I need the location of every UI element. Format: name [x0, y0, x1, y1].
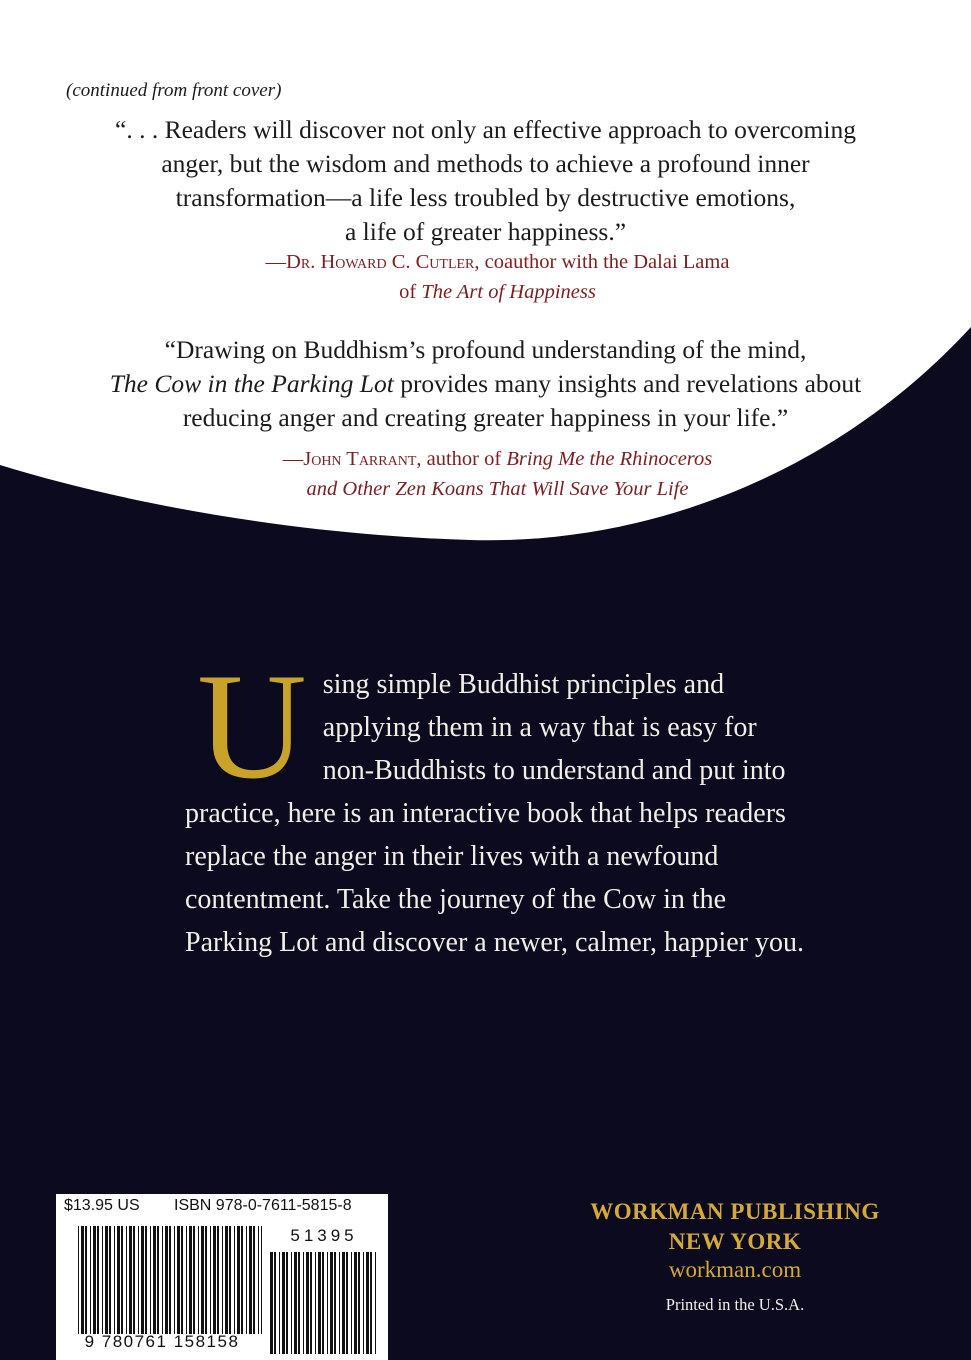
- barcode-bar: [363, 1252, 364, 1354]
- author-name: John Tarrant: [303, 448, 417, 470]
- barcode-bar: [241, 1226, 243, 1334]
- barcode-bar: [258, 1226, 259, 1334]
- barcode-bar: [138, 1226, 139, 1334]
- quote-line: transformation—a life less troubled by destructive emotions,: [175, 183, 796, 212]
- author-name: Dr. Howard C. Cutler: [286, 251, 475, 273]
- publisher-name: WORKMAN PUBLISHING: [590, 1199, 880, 1224]
- barcode-bar: [354, 1252, 357, 1354]
- printed-note: Printed in the U.S.A.: [665, 1295, 805, 1314]
- barcode-bar: [102, 1226, 103, 1334]
- barcode-bar: [282, 1252, 285, 1354]
- book-title: Bring Me the Rhinoceros: [506, 448, 713, 470]
- barcode-bar: [291, 1252, 292, 1354]
- barcode-bar: [303, 1252, 304, 1354]
- barcode-bar: [270, 1252, 273, 1354]
- barcode-bar: [85, 1226, 87, 1334]
- barcode-bar: [90, 1226, 91, 1334]
- quote-line: anger, but the wisdom and methods to achieve a profound inner: [161, 149, 810, 178]
- quote-line: The Cow in the Parking Lot provides many insights and revelations about: [109, 369, 862, 398]
- barcode-bar: [213, 1226, 216, 1334]
- quote-line: “. . . Readers will discover not only an effective approach to overcoming: [115, 115, 856, 144]
- continued-note: (continued from front cover): [66, 80, 282, 101]
- barcode-bar: [342, 1252, 345, 1354]
- barcode-bar: [121, 1226, 123, 1334]
- barcode-bar: [286, 1252, 288, 1354]
- barcode-bar: [253, 1226, 255, 1334]
- barcode-bar: [198, 1226, 199, 1334]
- barcode-bar: [274, 1252, 276, 1354]
- book-description: [185, 642, 805, 964]
- barcode-bar: [153, 1226, 156, 1334]
- barcode-bar: [346, 1252, 348, 1354]
- barcode-addon-digits: 51395: [290, 1226, 358, 1245]
- barcode-bar: [126, 1226, 127, 1334]
- barcode-bar: [165, 1226, 168, 1334]
- barcode-bar: [141, 1226, 144, 1334]
- barcode-bar: [315, 1252, 316, 1354]
- barcode-bar: [205, 1226, 207, 1334]
- barcode-bar: [78, 1226, 79, 1334]
- barcode-bar: [189, 1226, 192, 1334]
- barcode-bar: [81, 1226, 84, 1334]
- barcode-bar: [327, 1252, 328, 1354]
- barcode-bar: [334, 1252, 336, 1354]
- barcode-bar: [157, 1226, 159, 1334]
- barcode-bar: [114, 1226, 115, 1334]
- barcode-bar: [109, 1226, 111, 1334]
- barcode-bar: [105, 1226, 108, 1334]
- barcode-bar: [117, 1226, 120, 1334]
- price-label: $13.95 US: [64, 1197, 140, 1214]
- barcode-bar: [294, 1252, 297, 1354]
- publisher-city: NEW YORK: [668, 1229, 802, 1254]
- barcode-bar: [330, 1252, 333, 1354]
- quote-tarrant: [0, 333, 971, 435]
- barcode-bar: [318, 1252, 321, 1354]
- quote-line: a life of greater happiness.”: [344, 217, 627, 246]
- barcode-bar: [93, 1226, 96, 1334]
- barcode-bar: [181, 1226, 183, 1334]
- book-title: The Cow in the Parking Lot: [109, 369, 394, 398]
- quote-line: reducing anger and creating greater happiness in your life.”: [182, 403, 789, 432]
- barcode-bar: [366, 1252, 369, 1354]
- isbn-label: ISBN 978-0-7611-5815-8: [174, 1197, 352, 1214]
- barcode-bar: [97, 1226, 99, 1334]
- barcode-bar: [339, 1252, 340, 1354]
- publisher-url: workman.com: [668, 1257, 802, 1282]
- attribution-cutler: —Dr. Howard C. Cutler, coauthor with the Dalai Lama of The Art of Happiness: [265, 251, 730, 303]
- barcode-bar: [358, 1252, 360, 1354]
- barcode-bar: [375, 1252, 376, 1354]
- barcode-bar: [279, 1252, 280, 1354]
- barcode-bar: [129, 1226, 132, 1334]
- barcode-bar: [210, 1226, 211, 1334]
- barcode-panel: [56, 1194, 388, 1360]
- barcode-bar: [222, 1226, 223, 1334]
- barcode-bar: [237, 1226, 240, 1334]
- barcode-bar: [229, 1226, 231, 1334]
- barcode-bar: [162, 1226, 163, 1334]
- attribution-tarrant: —John Tarrant, author of Bring Me the Rhinoceros and Other Zen Koans That Will Save Your Life: [0, 444, 971, 504]
- barcode-bar: [201, 1226, 204, 1334]
- barcode-bar: [261, 1226, 262, 1334]
- barcode-bar: [150, 1226, 151, 1334]
- barcode-bar: [310, 1252, 312, 1354]
- barcode-bar: [193, 1226, 195, 1334]
- barcode-bar: [298, 1252, 300, 1354]
- description-text: sing simple Buddhist principles and applying them in a way that is easy for non-Buddhists to understand and put into practice, here is an interactive book that helps readers replace the anger in their lives with a newfound contentment. Take the journey of the Cow in the Parking Lot and discover a newer, calmer, happier you.: [185, 669, 804, 958]
- barcode-bar: [246, 1226, 247, 1334]
- quote-line: “Drawing on Buddhism’s profound understanding of the mind,: [164, 335, 807, 364]
- barcode-bar: [217, 1226, 219, 1334]
- barcode-bar: [370, 1252, 372, 1354]
- barcode-bar: [177, 1226, 180, 1334]
- barcode-bar: [351, 1252, 352, 1354]
- barcode-bar: [249, 1226, 252, 1334]
- book-title: The Art of Happiness: [421, 281, 596, 303]
- quote-cutler: [0, 113, 971, 249]
- barcode-bar: [225, 1226, 228, 1334]
- barcode-digits: 9 780761 158158: [84, 1332, 240, 1351]
- barcode-bar: [306, 1252, 309, 1354]
- barcode-bar: [186, 1226, 187, 1334]
- barcode-bar: [145, 1226, 147, 1334]
- book-title: and Other Zen Koans That Will Save Your Life: [306, 478, 689, 500]
- barcode-bar: [234, 1226, 235, 1334]
- barcode-bar: [322, 1252, 324, 1354]
- drop-cap: U: [197, 642, 307, 810]
- barcode-bar: [169, 1226, 171, 1334]
- barcode-bar: [133, 1226, 135, 1334]
- barcode-bar: [174, 1226, 175, 1334]
